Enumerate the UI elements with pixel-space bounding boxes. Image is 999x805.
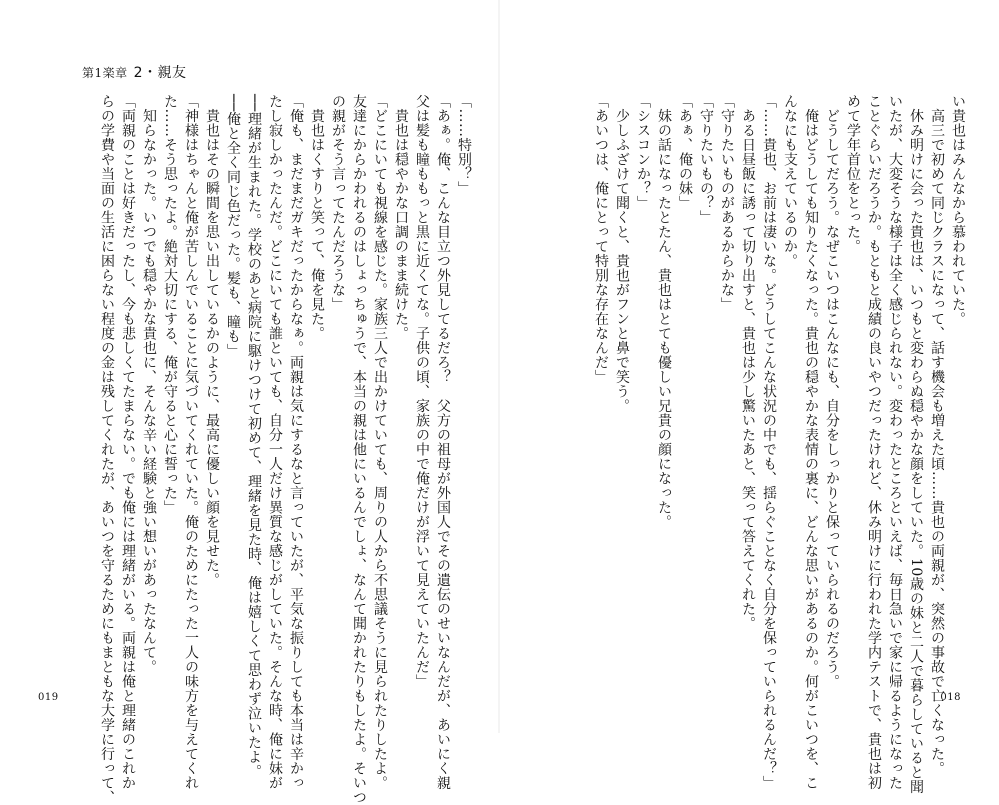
text-line: 「俺も、まだまだガキだったからなぁ。両親は気にするなと言っていたが、平気な振りしても本当は辛かっ	[288, 94, 304, 790]
text-line: 「……貴也、お前は凄いな。どうしてこんな状況の中でも、揺らぐことなく自分を保っていられるんだ？」	[761, 94, 777, 790]
text-line: 「あぁ、俺の妹」	[677, 94, 693, 210]
text-line: 「あぁ。俺、こんな目立つ外見してるだろ？ 父方の祖母が外国人でその遺伝のせいなんだが、あいにく親	[435, 94, 451, 790]
text-line: の親がそう言ってたんだろうな」	[330, 94, 346, 312]
text-line: らの学費や当面の生活に困らない程度の金は残してくれたが、あいつを守るためにもまともな大学に行って、	[99, 94, 115, 805]
text-line: 友達にからかわれるのはしょっちゅうで、本当の親は他にいるんでしょ、なんて聞かれたりもしたよ。そいつ	[351, 94, 367, 805]
text-line: 「神様はちゃんと俺が苦しんでいることに気づいてくれていた。俺のためにたった一人の味方を与えてくれ	[183, 94, 199, 790]
text-line: どうしてだろう。なぜこいつはこんなにも、自分をしっかりと保っていられるのだろう。	[824, 94, 840, 689]
text-line: 貴也はくすりと笑って、俺を見た。	[309, 94, 325, 341]
section-title: 2・親友	[133, 65, 187, 81]
text-line: 知らなかった。いつでも穏やかな貴也に、そんな辛い経験と強い想いがあったなんて。	[141, 94, 157, 674]
text-line: 「……特別？」	[456, 94, 472, 196]
text-line: 「両親のことは好きだったし、今も悲しくてたまらない。でも俺には理緒がいる。両親は俺と理緒のこれか	[120, 94, 136, 790]
text-line: 高三で初めて同じクラスになって、話す機会も増えた頃……貴也の両親が、突然の事故で亡くなった。	[929, 94, 945, 776]
text-line: いたが、大変そうな様子は全く感じられない。変わったところといえば、毎日急いで家に帰るようになった	[887, 94, 903, 790]
chapter-header	[8, 18, 248, 81]
text-line: ──俺と全く同じ色だった。髪も、瞳も」	[225, 94, 241, 359]
text-line: 妹の話になったとたん、貴也はとても優しい兄貴の顔になった。	[656, 94, 672, 529]
text-line: んなにも支えているのか。	[782, 94, 798, 268]
text-line: 父は髪も瞳ももっと黒に近くてな。子供の頃、家族の中で俺だけが浮いて見えていたんだ」	[414, 94, 430, 689]
text-line: たし寂しかったんだ。どこにいても誰といても、自分一人だけ異質な感じがしていた。そんな時、俺に妹が	[267, 94, 283, 790]
text-line: い貴也はみんなから慕われていた。	[950, 94, 966, 326]
page-number: 019	[38, 692, 59, 703]
chapter-title	[82, 62, 187, 82]
text-line: 少しふざけて聞くと、貴也がフンと鼻で笑う。	[614, 94, 630, 413]
text-line: めて学年首位をとった。	[845, 94, 861, 254]
page-number: 018	[940, 692, 961, 703]
text-line: 「シスコンか？」	[635, 94, 651, 210]
text-line: ことぐらいだろうか。もともと成績の良いやつだったけれど、休み明けに行われた学内テストで、貴也は初	[866, 94, 882, 790]
chapter-label: 第1楽章	[82, 66, 128, 80]
text-line: 「どこにいても視線を感じた。家族三人で出かけていても、周りの人から不思議そうに見られたりしたよ。	[372, 94, 388, 790]
text-line: 貴也はその瞬間を思い出しているかのように、最高に優しい顔を見せた。	[204, 94, 220, 587]
text-line: 「あいつは、俺にとって特別な存在なんだ」	[593, 94, 609, 384]
text-line: 「守りたいもの？」	[698, 94, 714, 225]
text-line: 「守りたいものがあるからかな」	[719, 94, 735, 312]
left-page	[0, 0, 499, 805]
text-line: た……そう思ったよ。絶対大切にする、俺が守ると心に誓った」	[162, 94, 178, 515]
text-line: 貴也は穏やかな口調のまま続けた。	[393, 94, 409, 341]
text-line: 休み明けに会った貴也は、いつもと変わらぬ穏やかな顔をしていた。10歳の妹と二人で暮らしていると聞	[908, 94, 924, 795]
text-line: ──理緒が生まれた。学校のあと病院に駆けつけて初めて、理緒を見た時、俺は嬉しくて思わず泣いたよ。	[246, 94, 262, 779]
text-line: 俺はどうしても知りたくなった。貴也の穏やかな表情の裏に、どんな思いがあるのか。何がこいつを、こ	[803, 94, 819, 790]
text-line: ある日昼飯に誘って切り出すと、貴也は少し驚いたあと、笑って答えてくれた。	[740, 94, 756, 631]
right-page	[500, 0, 999, 795]
piano-keys-icon	[8, 18, 88, 78]
